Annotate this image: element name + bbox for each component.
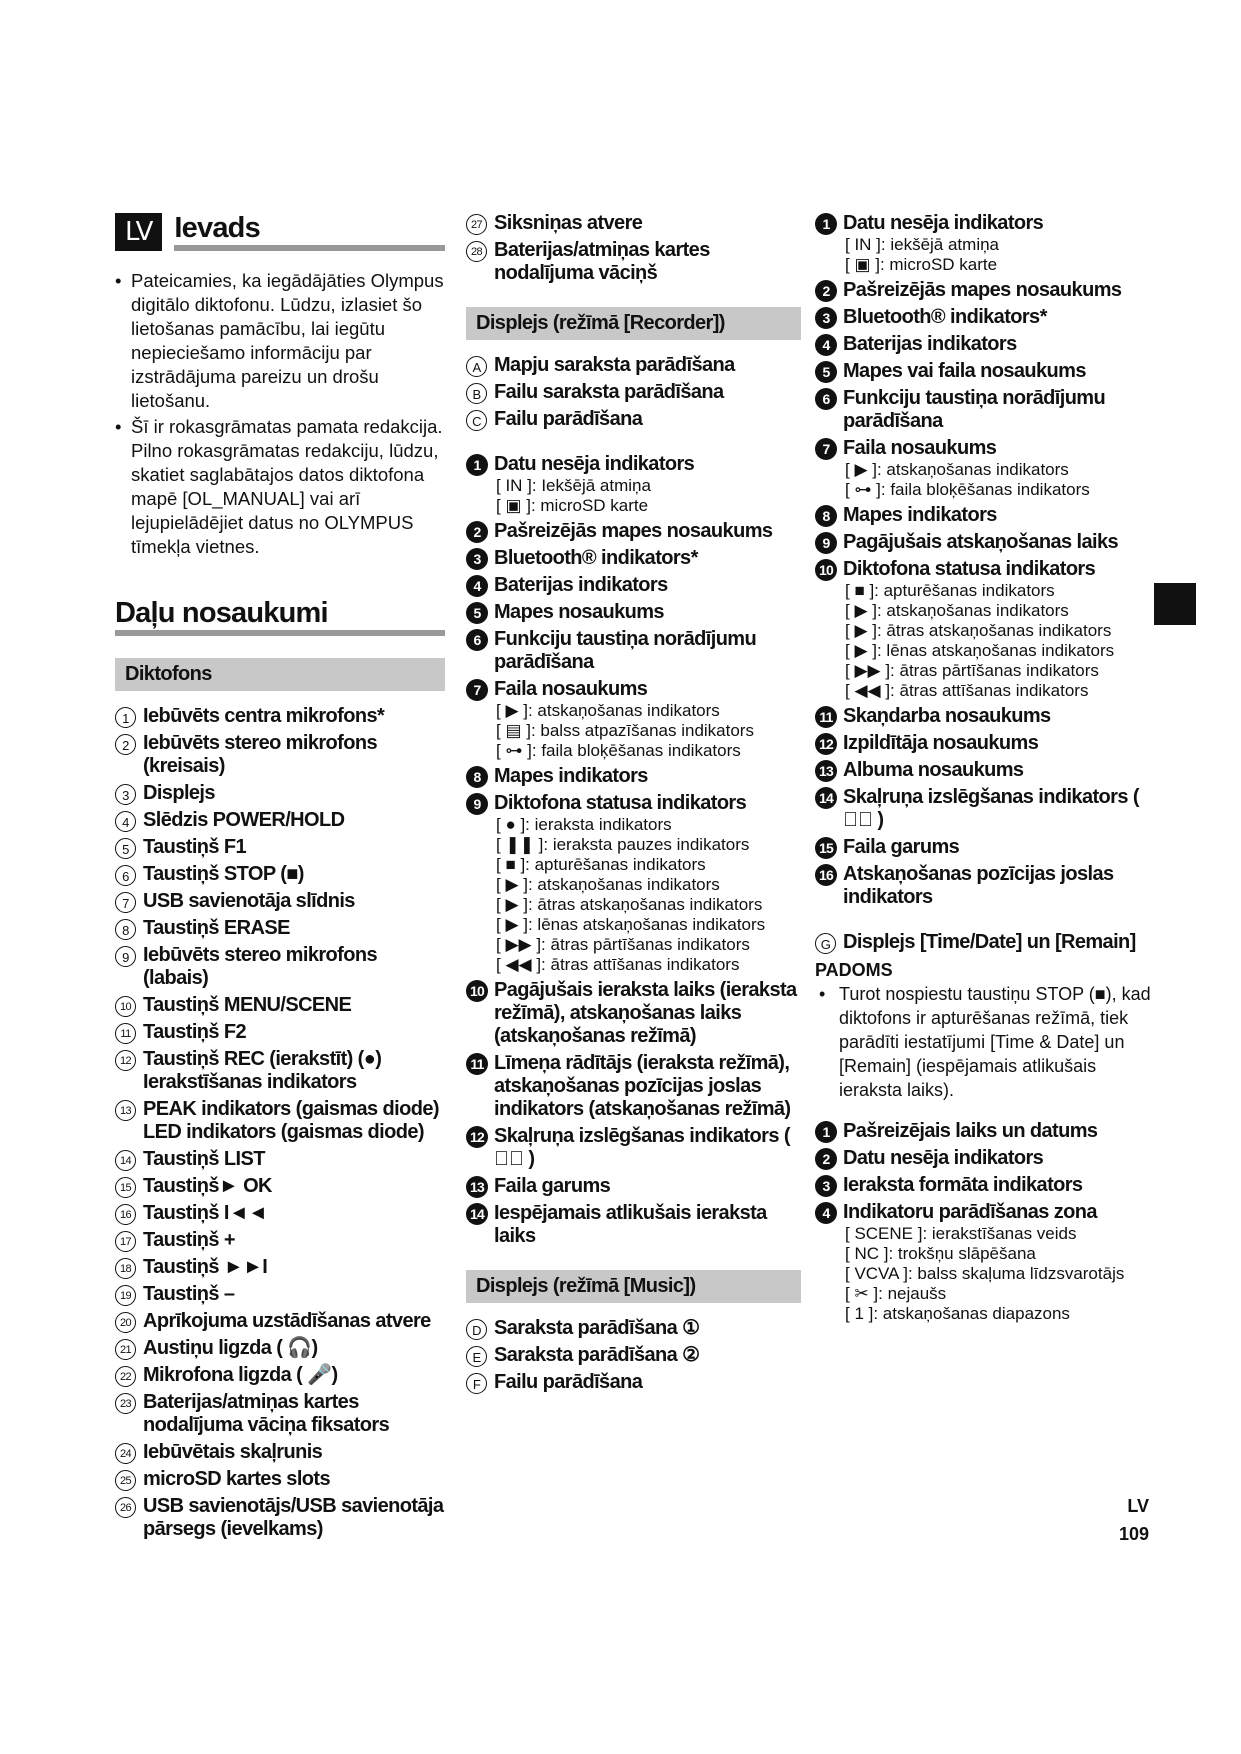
item-label: Funkciju taustiņa norādījumu parādīšana — [843, 387, 1106, 432]
item-label: Taustiņš► OK — [143, 1175, 272, 1197]
sub-indicator: [ ▶▶ ]: ātras pārtīšanas indikators — [845, 661, 1099, 680]
item-label: Datu nesēja indikators — [494, 453, 695, 475]
item-label: Saraksta parādīšana ① — [494, 1317, 700, 1339]
item-label: Taustiņš ►►I — [143, 1256, 268, 1278]
item-label: Pašreizējais laiks un datums — [843, 1120, 1098, 1142]
sub-indicator: [ ■ ]: apturēšanas indikators — [845, 581, 1055, 600]
item-label: Skaļruņa izslēgšanas indikators ( ◀⃠ ) — [843, 786, 1139, 831]
list-item — [466, 1344, 801, 1367]
sub-indicator: [ ▶ ]: atskaņošanas indikators — [845, 460, 1069, 479]
item-label: USB savienotājs/USB savienotāja pārsegs (ievelkams) — [143, 1495, 444, 1540]
item-label: Faila nosaukums — [843, 437, 997, 459]
item-number: 2 — [466, 521, 488, 543]
sub-indicator: [ ⊶ ]: faila bloķēšanas indikators — [496, 741, 741, 760]
item-number: 23 — [115, 1393, 136, 1414]
item-number: 12 — [466, 1126, 488, 1148]
list-item — [115, 1310, 445, 1333]
item-number: 13 — [115, 1100, 136, 1121]
item-number: 14 — [815, 787, 837, 809]
item-label: Displejs — [143, 782, 215, 804]
item-label: PEAK indikators (gaismas diode) LED indikators (gaismas diode) — [143, 1098, 439, 1143]
item-label: Pašreizējās mapes nosaukums — [494, 520, 773, 542]
item-number: 7 — [115, 892, 136, 913]
music-display-bar: Displejs (režīmā [Music]) — [466, 1270, 801, 1303]
item-label: Funkciju taustiņa norādījumu parādīšana — [494, 628, 757, 673]
list-item — [466, 792, 801, 975]
sub-indicator: [ IN ]: iekšējā atmiņa — [845, 235, 1000, 254]
item-number: 26 — [115, 1497, 136, 1518]
item-number: 4 — [115, 811, 136, 832]
parts-heading: Daļu nosaukumi — [115, 597, 445, 636]
item-number: C — [466, 410, 487, 431]
list-item — [466, 408, 801, 431]
item-label: Iebūvēts stereo mikrofons (kreisais) — [143, 732, 377, 777]
item-number: 8 — [815, 505, 837, 527]
list-item — [815, 1174, 1155, 1197]
section-tab-marker — [1154, 583, 1196, 625]
list-item — [115, 809, 445, 832]
item-number: 9 — [466, 793, 488, 815]
item-label: Mapes indikators — [494, 765, 648, 787]
item-label: Iebūvēts centra mikrofons* — [143, 705, 385, 727]
item-label: Siksniņas atvere — [494, 212, 643, 234]
list-item — [466, 453, 801, 516]
recorder-display-bar: Displejs (režīmā [Recorder]) — [466, 307, 801, 340]
list-item — [115, 1337, 445, 1360]
item-number: 24 — [115, 1443, 136, 1464]
list-item — [115, 890, 445, 913]
list-item — [815, 1120, 1155, 1143]
item-number: 2 — [815, 1148, 837, 1170]
item-label: Failu saraksta parādīšana — [494, 381, 724, 403]
item-number: 8 — [466, 766, 488, 788]
list-item — [815, 212, 1155, 275]
item-label: Saraksta parādīšana ② — [494, 1344, 700, 1366]
list-item — [815, 732, 1155, 755]
sub-indicator: [ ❚❚ ]: ieraksta pauzes indikators — [496, 835, 750, 854]
item-number: 11 — [115, 1023, 136, 1044]
sub-indicator: [ ◀◀ ]: ātras attīšanas indikators — [496, 955, 740, 974]
item-label: Albuma nosaukums — [843, 759, 1024, 781]
item-number: 25 — [115, 1470, 136, 1491]
sub-indicator: [ ▶ ]: atskaņošanas indikators — [496, 875, 720, 894]
item-number: 5 — [815, 361, 837, 383]
item-label: Taustiņš I◄◄ — [143, 1202, 268, 1224]
item-number: 13 — [466, 1176, 488, 1198]
item-number: 6 — [815, 388, 837, 410]
item-number: 15 — [815, 837, 837, 859]
item-number: 1 — [466, 454, 488, 476]
list-item — [115, 705, 445, 728]
list-item — [115, 944, 445, 990]
item-number: 4 — [815, 1202, 837, 1224]
list-item — [466, 1125, 801, 1171]
item-label: Taustiņš STOP (■) — [143, 863, 304, 885]
list-item — [815, 1147, 1155, 1170]
item-label: Izpildītāja nosaukums — [843, 732, 1039, 754]
language-badge: LV — [115, 213, 162, 251]
item-number: 6 — [115, 865, 136, 886]
item-number: 1 — [815, 213, 837, 235]
item-number: 20 — [115, 1312, 136, 1333]
list-item — [815, 437, 1155, 500]
item-label: Datu nesēja indikators — [843, 212, 1044, 234]
list-item — [115, 1021, 445, 1044]
sub-indicator: [ ▣ ]: microSD karte — [845, 255, 998, 274]
list-item — [815, 836, 1155, 859]
item-label: Taustiņš + — [143, 1229, 235, 1251]
item-label: Iebūvētais skaļrunis — [143, 1441, 323, 1463]
list-item — [815, 279, 1155, 302]
list-item — [466, 678, 801, 761]
list-item — [466, 1175, 801, 1198]
item-label: Taustiņš – — [143, 1283, 235, 1305]
intro-list — [115, 269, 445, 559]
timedate-heading — [815, 931, 1155, 954]
item-label: Pagājušais atskaņošanas laiks — [843, 531, 1118, 553]
item-number: 28 — [466, 241, 487, 262]
item-number: 10 — [115, 996, 136, 1017]
list-item — [115, 1468, 445, 1491]
sub-indicator: [ NC ]: trokšņu slāpēšana — [845, 1244, 1036, 1263]
sub-indicator: [ ▤ ]: balss atpazīšanas indikators — [496, 721, 754, 740]
list-item — [466, 212, 801, 235]
item-number: 27 — [466, 214, 487, 235]
intro-paragraph: • Pateicamies, ka iegādājāties Olympus digitālo diktofonu. Lūdzu, izlasiet šo lietošanas pamācību, lai iegūtu nepieciešamo informāciju par izstrādājuma pareizu un drošu lietošanu. — [115, 269, 445, 413]
item-number: 10 — [466, 980, 488, 1002]
sub-indicator: [ 1 ]: atskaņošanas diapazons — [845, 1304, 1070, 1323]
list-item — [115, 1098, 445, 1144]
item-label: Mapes indikators — [843, 504, 997, 526]
list-item — [815, 306, 1155, 329]
circled-letter: G — [815, 933, 836, 954]
tip-text: • Turot nospiestu taustiņu STOP (■), kad diktofons ir apturēšanas režīmā, tiek parādīti iestatījumi [Time & Date] un [Remain] (iespējamais atlikušais ieraksta laiks). — [819, 984, 1151, 1100]
item-number: 9 — [115, 946, 136, 967]
sub-indicator: [ ✂ ]: nejaušs — [845, 1284, 947, 1303]
item-number: 13 — [815, 760, 837, 782]
item-number: 14 — [115, 1150, 136, 1171]
item-label: Taustiņš REC (ierakstīt) (●) Ierakstīšanas indikators — [143, 1048, 382, 1093]
list-item — [115, 1229, 445, 1252]
list-item — [115, 1441, 445, 1464]
list-item — [115, 994, 445, 1017]
intro-paragraph: • Šī ir rokasgrāmatas pamata redakcija. Pilno rokasgrāmatas redakciju, lūdzu, skatiet saglabātajos datos diktofona mapē [OL_MANUAL] vai arī lejupielādējiet datus no OLYMPUS tīmekļa vietnes. — [115, 415, 445, 559]
item-label: Baterijas indikators — [494, 574, 668, 596]
item-label: Taustiņš MENU/SCENE — [143, 994, 352, 1016]
sub-indicator: [ ▶ ]: ātras atskaņošanas indikators — [845, 621, 1112, 640]
list-item — [115, 732, 445, 778]
item-number: 21 — [115, 1339, 136, 1360]
list-item — [466, 979, 801, 1048]
list-item — [115, 1495, 445, 1541]
item-number: 3 — [466, 548, 488, 570]
item-label: Aprīkojuma uzstādīšanas atvere — [143, 1310, 431, 1332]
sub-indicator: [ ⊶ ]: faila bloķēšanas indikators — [845, 480, 1090, 499]
item-number: 7 — [815, 438, 837, 460]
item-number: 11 — [815, 706, 837, 728]
sub-indicator: [ ■ ]: apturēšanas indikators — [496, 855, 706, 874]
item-number: 9 — [815, 532, 837, 554]
list-item — [815, 387, 1155, 433]
item-label: Taustiņš LIST — [143, 1148, 265, 1170]
item-number: 5 — [466, 602, 488, 624]
item-number: B — [466, 383, 487, 404]
item-label: Pagājušais ieraksta laiks (ieraksta režīmā), atskaņošanas laiks (atskaņošanas režīmā) — [494, 979, 797, 1047]
item-number: 12 — [815, 733, 837, 755]
timedate-title: Displejs [Time/Date] un [Remain] — [843, 931, 1136, 953]
sub-indicator: [ ▶ ]: ātras atskaņošanas indikators — [496, 895, 763, 914]
list-item — [815, 504, 1155, 527]
item-number: 2 — [815, 280, 837, 302]
item-label: Baterijas indikators — [843, 333, 1017, 355]
column-right — [815, 212, 1155, 1328]
list-item — [466, 239, 801, 285]
list-item — [466, 628, 801, 674]
item-number: 12 — [115, 1050, 136, 1071]
item-label: Mikrofona ligzda ( 🎤) — [143, 1364, 338, 1386]
page-title: Ievads — [174, 212, 445, 251]
item-number: 8 — [115, 919, 136, 940]
music-items — [815, 212, 1155, 909]
sub-indicator: [ ▶ ]: atskaņošanas indikators — [845, 601, 1069, 620]
sub-indicator: [ ▶ ]: atskaņošanas indikators — [496, 701, 720, 720]
item-label: Mapes nosaukums — [494, 601, 664, 623]
list-item — [115, 1283, 445, 1306]
list-item — [815, 531, 1155, 554]
item-number: 10 — [815, 559, 837, 581]
item-label: Baterijas/atmiņas kartes nodalījuma vāciņa fiksators — [143, 1391, 390, 1436]
item-label: Baterijas/atmiņas kartes nodalījuma vāciņš — [494, 239, 710, 284]
page-number: 109 — [1118, 1524, 1149, 1544]
list-item — [466, 1317, 801, 1340]
item-label: Iespējamais atlikušais ieraksta laiks — [494, 1202, 767, 1247]
item-number: 16 — [115, 1204, 136, 1225]
item-label: Faila nosaukums — [494, 678, 648, 700]
item-number: E — [466, 1346, 487, 1367]
item-label: Failu parādīšana — [494, 1371, 643, 1393]
list-item — [115, 836, 445, 859]
list-item — [115, 1364, 445, 1387]
item-label: Atskaņošanas pozīcijas joslas indikators — [843, 863, 1114, 908]
sub-indicator: [ ● ]: ieraksta indikators — [496, 815, 672, 834]
list-item — [466, 1202, 801, 1248]
list-item — [115, 917, 445, 940]
tip-label: PADOMS — [815, 960, 893, 980]
column-middle — [466, 212, 801, 1398]
item-number: 4 — [815, 334, 837, 356]
item-number: 1 — [815, 1121, 837, 1143]
item-number: A — [466, 356, 487, 377]
list-item — [466, 1052, 801, 1121]
item-number: 15 — [115, 1177, 136, 1198]
item-label: Faila garums — [843, 836, 960, 858]
item-number: F — [466, 1373, 487, 1394]
column-left — [115, 212, 445, 1545]
list-item — [466, 354, 801, 377]
list-item — [466, 381, 801, 404]
item-label: Līmeņa rādītājs (ieraksta režīmā), atskaņošanas pozīcijas joslas indikators (atskaņošanas režīmā) — [494, 1052, 791, 1120]
list-item — [466, 520, 801, 543]
item-number: 6 — [466, 629, 488, 651]
page-footer — [1119, 1492, 1149, 1548]
intro-heading — [115, 212, 445, 251]
item-number: 17 — [115, 1231, 136, 1252]
list-item — [115, 1175, 445, 1198]
list-item — [815, 786, 1155, 832]
item-label: microSD kartes slots — [143, 1468, 330, 1490]
diktofons-bar: Diktofons — [115, 658, 445, 691]
item-number: 14 — [466, 1203, 488, 1225]
item-number: 3 — [115, 784, 136, 805]
item-number: 22 — [115, 1366, 136, 1387]
list-item — [815, 558, 1155, 701]
item-label: Bluetooth® indikators* — [494, 547, 698, 569]
sub-indicator: [ ▶ ]: lēnas atskaņošanas indikators — [496, 915, 766, 934]
item-label: Failu parādīšana — [494, 408, 643, 430]
list-item — [815, 863, 1155, 909]
list-item — [815, 705, 1155, 728]
parts-list-continued — [466, 212, 801, 285]
sub-indicator: [ ◀◀ ]: ātras attīšanas indikators — [845, 681, 1089, 700]
item-label: Diktofona statusa indikators — [843, 558, 1096, 580]
music-views — [466, 1317, 801, 1394]
list-item — [115, 863, 445, 886]
sub-indicator: [ ▣ ]: microSD karte — [496, 496, 649, 515]
item-number: 19 — [115, 1285, 136, 1306]
item-label: Diktofona statusa indikators — [494, 792, 747, 814]
recorder-items — [466, 453, 801, 1248]
list-item — [466, 601, 801, 624]
list-item — [466, 574, 801, 597]
item-number: 16 — [815, 864, 837, 886]
item-label: Mapes vai faila nosaukums — [843, 360, 1086, 382]
list-item — [815, 333, 1155, 356]
list-item — [815, 1201, 1155, 1324]
item-label: Taustiņš F1 — [143, 836, 247, 858]
list-item — [115, 782, 445, 805]
item-label: Austiņu ligzda ( 🎧) — [143, 1337, 318, 1359]
item-label: Ieraksta formāta indikators — [843, 1174, 1083, 1196]
item-label: Iebūvēts stereo mikrofons (labais) — [143, 944, 377, 989]
list-item — [466, 547, 801, 570]
sub-indicator: [ ▶▶ ]: ātras pārtīšanas indikators — [496, 935, 750, 954]
item-label: Mapju saraksta parādīšana — [494, 354, 735, 376]
item-number: 3 — [815, 307, 837, 329]
item-number: 2 — [115, 734, 136, 755]
list-item — [115, 1256, 445, 1279]
list-item — [115, 1202, 445, 1225]
parts-list — [115, 705, 445, 1541]
item-number: 4 — [466, 575, 488, 597]
item-label: Indikatoru parādīšanas zona — [843, 1201, 1097, 1223]
sub-indicator: [ ▶ ]: lēnas atskaņošanas indikators — [845, 641, 1115, 660]
list-item — [466, 765, 801, 788]
item-number: 18 — [115, 1258, 136, 1279]
item-label: Skaļruņa izslēgšanas indikators ( ◀⃠ ) — [494, 1125, 790, 1170]
item-label: Skaņdarba nosaukums — [843, 705, 1051, 727]
item-label: USB savienotāja slīdnis — [143, 890, 355, 912]
item-label: Bluetooth® indikators* — [843, 306, 1047, 328]
item-label: Faila garums — [494, 1175, 611, 1197]
item-number: 11 — [466, 1053, 488, 1075]
timedate-items — [815, 1120, 1155, 1324]
list-item — [115, 1048, 445, 1094]
item-number: D — [466, 1319, 487, 1340]
list-item — [815, 759, 1155, 782]
item-label: Datu nesēja indikators — [843, 1147, 1044, 1169]
item-label: Taustiņš F2 — [143, 1021, 247, 1043]
item-label: Pašreizējās mapes nosaukums — [843, 279, 1122, 301]
list-item — [815, 360, 1155, 383]
footer-language: LV — [1127, 1496, 1149, 1516]
sub-indicator: [ IN ]: Iekšējā atmiņa — [496, 476, 651, 495]
item-number: 3 — [815, 1175, 837, 1197]
sub-indicator: [ VCVA ]: balss skaļuma līdzsvarotājs — [845, 1264, 1125, 1283]
list-item — [115, 1148, 445, 1171]
list-item — [115, 1391, 445, 1437]
item-label: Slēdzis POWER/HOLD — [143, 809, 345, 831]
item-number: 5 — [115, 838, 136, 859]
tip-text-content: Turot nospiestu taustiņu STOP (■), kad diktofons ir apturēšanas režīmā, tiek parādīti iestatījumi [Time & Date] un [Remain] (iespējamais atlikušais ieraksta laiks). — [839, 984, 1151, 1100]
sub-indicator: [ SCENE ]: ierakstīšanas veids — [845, 1224, 1077, 1243]
recorder-views — [466, 354, 801, 431]
item-number: 7 — [466, 679, 488, 701]
list-item — [466, 1371, 801, 1394]
item-number: 1 — [115, 707, 136, 728]
item-label: Taustiņš ERASE — [143, 917, 290, 939]
